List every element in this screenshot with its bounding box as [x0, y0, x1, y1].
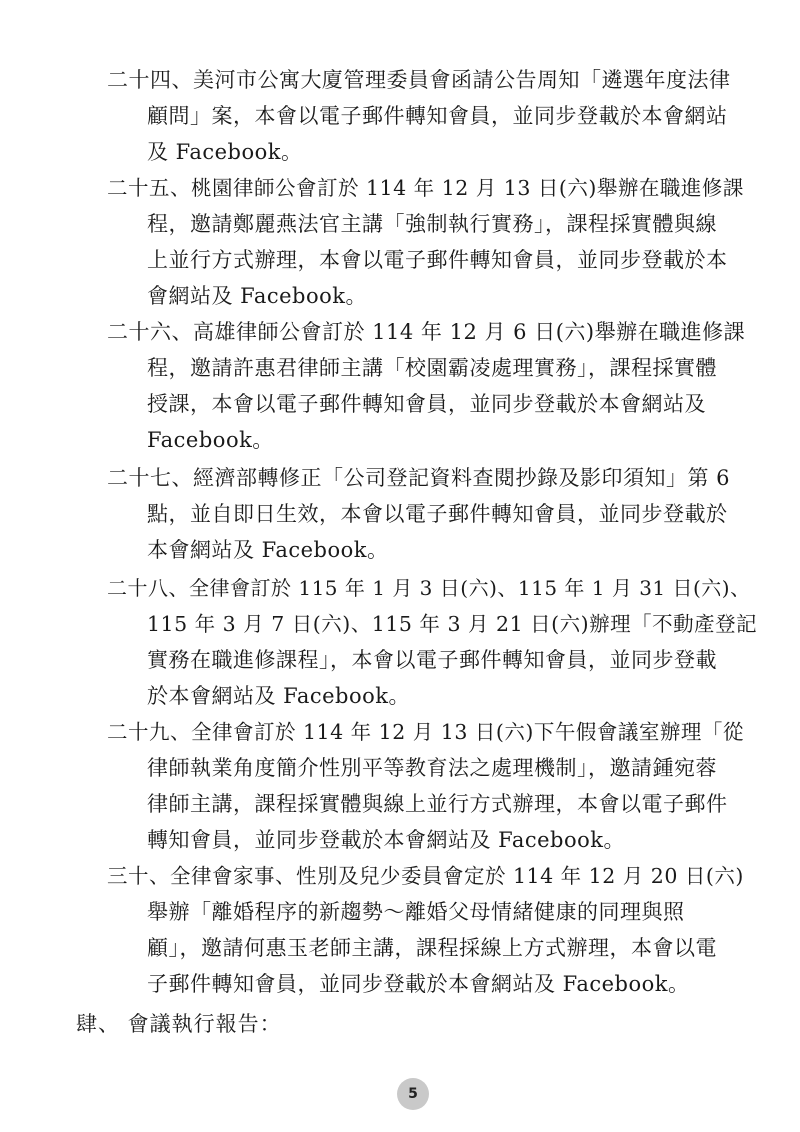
- item-line: 子郵件轉知會員，並同步登載於本會網站及 Facebook。: [147, 972, 690, 996]
- item-line: Facebook。: [147, 428, 274, 452]
- item-line: 二十四、美河市公寓大廈管理委員會函請公告周知「遴選年度法律: [107, 68, 731, 92]
- item-line: 本會網站及 Facebook。: [147, 538, 389, 562]
- item-line: 點，並自即日生效，本會以電子郵件轉知會員，並同步登載於: [147, 502, 728, 526]
- page-number: 5: [397, 1078, 429, 1110]
- item-line: 二十七、經濟部轉修正「公司登記資料查閱抄錄及影印須知」第 6: [107, 466, 731, 490]
- item-line: 轉知會員，並同步登載於本會網站及 Facebook。: [147, 828, 625, 852]
- item-line: 舉辦「離婚程序的新趨勢～離婚父母情緒健康的同理與照: [147, 900, 685, 924]
- item-line: 二十九、全律會訂於 114 年 12 月 13 日(六)下午假會議室辦理「從: [107, 720, 744, 744]
- item-line: 會網站及 Facebook。: [147, 284, 367, 308]
- item-line: 及 Facebook。: [147, 140, 303, 164]
- item-line: 顧」，邀請何惠玉老師主講，課程採線上方式辦理，本會以電: [147, 936, 717, 960]
- item-line: 二十五、桃園律師公會訂於 114 年 12 月 13 日(六)舉辦在職進修課: [107, 176, 744, 200]
- item-line: 實務在職進修課程」，本會以電子郵件轉知會員，並同步登載: [147, 648, 717, 672]
- item-line: 授課，本會以電子郵件轉知會員，並同步登載於本會網站及: [147, 392, 706, 416]
- item-line: 律師主講，課程採實體與線上並行方式辦理，本會以電子郵件: [147, 792, 728, 816]
- section-heading: 肆、 會議執行報告：: [76, 1012, 282, 1036]
- item-line: 程，邀請鄭麗燕法官主講「強制執行實務」，課程採實體與線: [147, 212, 717, 236]
- item-line: 上並行方式辦理，本會以電子郵件轉知會員，並同步登載於本: [147, 248, 728, 272]
- item-line: 115 年 3 月 7 日(六)、115 年 3 月 21 日(六)辦理「不動產登記: [147, 612, 758, 636]
- item-line: 於本會網站及 Facebook。: [147, 684, 410, 708]
- item-line: 二十八、全律會訂於 115 年 1 月 3 日(六)、115 年 1 月 31 日(六)、: [107, 576, 751, 600]
- item-line: 程，邀請許惠君律師主講「校園霸凌處理實務」，課程採實體: [147, 356, 717, 380]
- item-line: 二十六、高雄律師公會訂於 114 年 12 月 6 日(六)舉辦在職進修課: [107, 320, 746, 344]
- item-line: 顧問」案，本會以電子郵件轉知會員，並同步登載於本會網站: [147, 104, 728, 128]
- item-line: 三十、全律會家事、性別及兒少委員會定於 114 年 12 月 20 日(六): [107, 864, 744, 888]
- item-line: 律師執業角度簡介性別平等教育法之處理機制」，邀請鍾宛蓉: [147, 756, 717, 780]
